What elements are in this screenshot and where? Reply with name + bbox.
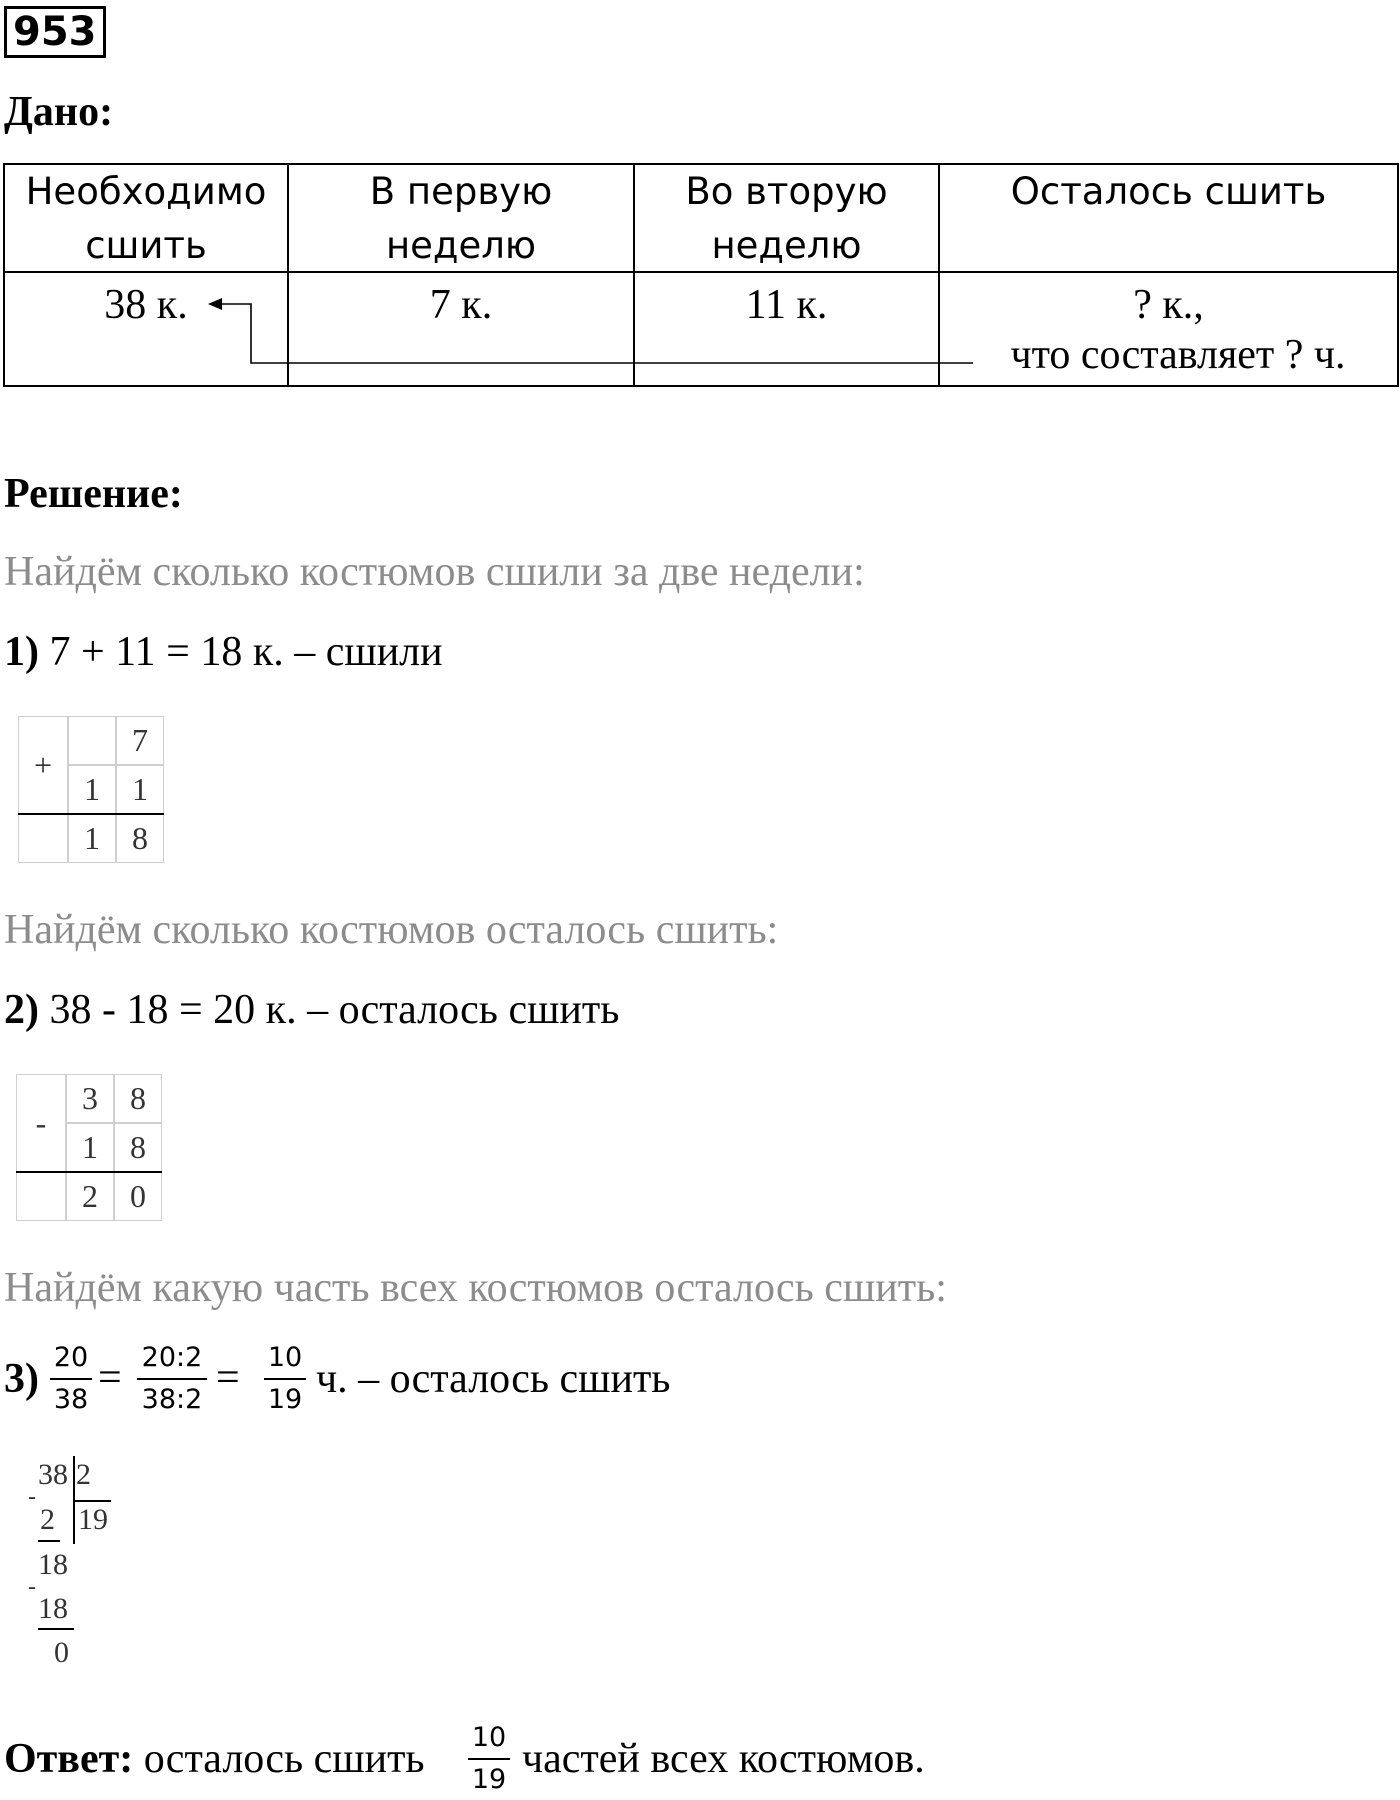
fraction-20-38: 20 38 (50, 1342, 92, 1416)
value-first-week: 7 к. (429, 282, 493, 328)
step1-intro: Найдём сколько костюмов сшили за две недели: (4, 549, 865, 595)
fraction-20-38-divided: 20:2 38:2 (137, 1342, 207, 1416)
step1-line: 1) 7 + 11 = 18 к. – сшили (4, 629, 443, 675)
task-number: 953 (4, 6, 106, 58)
solution-heading: Решение: (4, 471, 183, 517)
answer-line: Ответ: осталось сшить (4, 1736, 425, 1782)
answer-label: Ответ: (4, 1736, 134, 1782)
step3-intro: Найдём какую часть всех костюмов осталось сшить: (4, 1265, 947, 1311)
given-heading: Дано: (4, 89, 114, 135)
answer-tail: частей всех костюмов. (522, 1736, 925, 1782)
plus-sign: + (18, 716, 68, 814)
equals-sign-1: = (98, 1355, 122, 1401)
step2-line: 2) 38 - 18 = 20 к. – осталось сшить (4, 987, 620, 1033)
given-table (3, 163, 1399, 387)
minus-sign: - (16, 1074, 66, 1172)
header-first-week: В первую неделю (369, 170, 553, 267)
header-need-to-sew: Необходимо сшить (25, 170, 267, 267)
remain-note: что составляет ? ч. (1010, 332, 1346, 378)
answer-fraction: 10 19 (468, 1722, 510, 1796)
header-second-week: Во вторую неделю (685, 170, 888, 267)
step2-intro: Найдём сколько костюмов осталось сшить: (4, 907, 779, 953)
value-remaining: ? к., (1133, 282, 1204, 328)
reference-arrow (3, 163, 1399, 387)
step3-label: 3) (4, 1356, 39, 1402)
equals-sign-2: = (216, 1355, 240, 1401)
value-second-week: 11 к. (745, 282, 828, 328)
header-remaining: Осталось сшить (1010, 170, 1327, 213)
step3-tail: ч. – осталось сшить (316, 1356, 671, 1402)
value-need-to-sew: 38 к. (104, 282, 188, 328)
fraction-10-19: 10 19 (264, 1342, 306, 1416)
